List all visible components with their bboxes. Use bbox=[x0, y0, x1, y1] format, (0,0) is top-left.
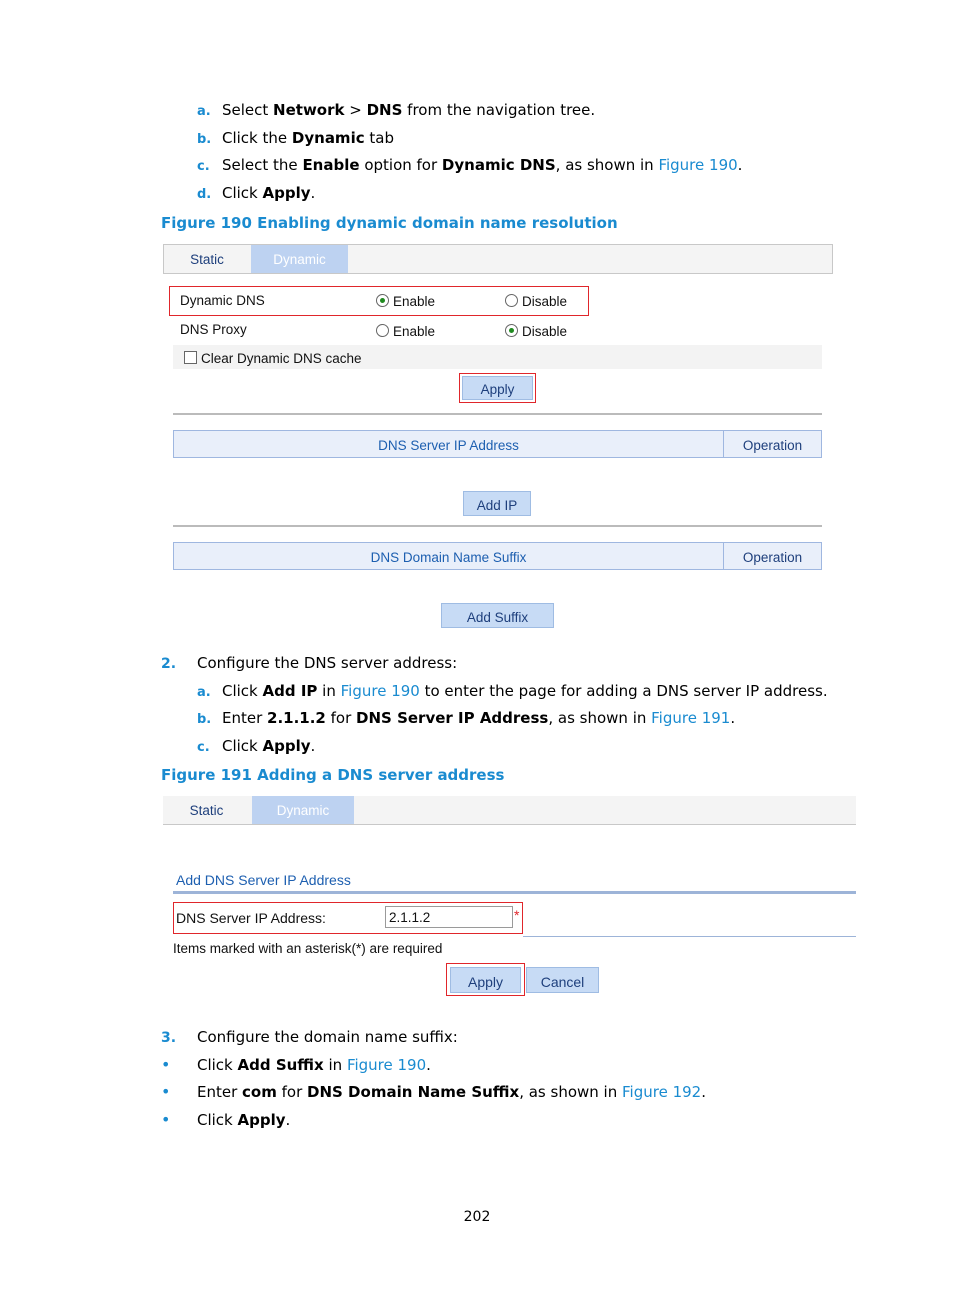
dynamic-dns-enable-radio[interactable]: Enable bbox=[376, 294, 435, 309]
step1-c-text: Select the Enable option for Dynamic DNS, as shown in Figure 190. bbox=[222, 156, 743, 174]
divider bbox=[173, 525, 822, 527]
step2-a-text: Click Add IP in Figure 190 to enter the page for adding a DNS server IP address. bbox=[222, 682, 828, 700]
step3-number: 3. bbox=[161, 1030, 177, 1046]
step3-text: Configure the domain name suffix: bbox=[197, 1028, 458, 1046]
apply-button[interactable]: Apply bbox=[450, 967, 521, 993]
tab-static[interactable]: Static bbox=[189, 803, 224, 818]
step3-bullet-1: Click Add Suffix in Figure 190. bbox=[197, 1056, 431, 1074]
dns-proxy-label: DNS Proxy bbox=[180, 322, 247, 337]
fig190-tab-bar bbox=[163, 244, 833, 274]
checkbox-icon bbox=[184, 351, 197, 364]
fig191-tab-bar bbox=[163, 796, 856, 825]
section-title: Add DNS Server IP Address bbox=[176, 872, 351, 888]
page-number: 202 bbox=[463, 1209, 491, 1225]
figure-190-link[interactable]: Figure 190 bbox=[658, 156, 738, 174]
divider bbox=[173, 413, 822, 415]
dynamic-dns-label: Dynamic DNS bbox=[180, 293, 265, 308]
step2-text: Configure the DNS server address: bbox=[197, 654, 458, 672]
figure-190-caption: Figure 190 Enabling dynamic domain name resolution bbox=[161, 214, 618, 232]
step1-d-text: Click Apply. bbox=[222, 184, 316, 202]
figure-190-link[interactable]: Figure 190 bbox=[346, 1056, 427, 1074]
tab-dynamic[interactable]: Dynamic bbox=[252, 796, 354, 824]
step3-bullet-2: Enter com for DNS Domain Name Suffix, as shown in Figure 192. bbox=[197, 1083, 706, 1101]
figure-191-link[interactable]: Figure 191 bbox=[651, 709, 731, 727]
operation-column-header: Operation bbox=[723, 542, 822, 570]
step1-b-text: Click the Dynamic tab bbox=[222, 129, 394, 147]
radio-unselected-icon bbox=[376, 324, 389, 337]
apply-button[interactable]: Apply bbox=[462, 376, 533, 400]
figure-192-link[interactable]: Figure 192 bbox=[622, 1083, 702, 1101]
bullet-icon: • bbox=[161, 1110, 171, 1129]
tab-static[interactable]: Static bbox=[190, 252, 224, 267]
figure-191-caption: Figure 191 Adding a DNS server address bbox=[161, 766, 505, 784]
required-asterisk: * bbox=[514, 907, 520, 923]
dns-server-ip-label: DNS Server IP Address: bbox=[176, 910, 326, 926]
clear-cache-checkbox[interactable]: Clear Dynamic DNS cache bbox=[184, 351, 362, 366]
bullet-icon: • bbox=[161, 1082, 171, 1101]
step2-b-text: Enter 2.1.1.2 for DNS Server IP Address, as shown in Figure 191. bbox=[222, 709, 736, 727]
step3-bullet-3: Click Apply. bbox=[197, 1111, 291, 1129]
radio-selected-icon bbox=[376, 294, 389, 307]
step1-a: a. bbox=[197, 104, 211, 119]
add-suffix-button[interactable]: Add Suffix bbox=[441, 603, 554, 628]
field-underline bbox=[523, 936, 856, 937]
step2-a: a. bbox=[197, 685, 211, 700]
step2-c-text: Click Apply. bbox=[222, 737, 316, 755]
dns-proxy-disable-radio[interactable]: Disable bbox=[505, 324, 567, 339]
step1-b: b. bbox=[197, 132, 212, 147]
dynamic-dns-disable-radio[interactable]: Disable bbox=[505, 294, 567, 309]
bullet-icon: • bbox=[161, 1055, 171, 1074]
dns-server-ip-column-header: DNS Server IP Address bbox=[173, 430, 724, 458]
step2-c: c. bbox=[197, 740, 210, 755]
radio-selected-icon bbox=[505, 324, 518, 337]
tab-dynamic[interactable]: Dynamic bbox=[251, 245, 348, 273]
figure-190-link[interactable]: Figure 190 bbox=[340, 682, 420, 700]
dns-server-ip-input[interactable]: 2.1.1.2 bbox=[385, 906, 513, 928]
dns-domain-suffix-column-header: DNS Domain Name Suffix bbox=[173, 542, 724, 570]
step1-a-text: Select Network > DNS from the navigation tree. bbox=[222, 101, 596, 119]
add-ip-button[interactable]: Add IP bbox=[463, 491, 531, 516]
radio-unselected-icon bbox=[505, 294, 518, 307]
step2-number: 2. bbox=[161, 656, 177, 672]
step1-d: d. bbox=[197, 187, 212, 202]
required-note: Items marked with an asterisk(*) are required bbox=[173, 941, 443, 956]
step1-c: c. bbox=[197, 159, 210, 174]
dns-proxy-enable-radio[interactable]: Enable bbox=[376, 324, 435, 339]
section-title-underline bbox=[173, 891, 856, 894]
operation-column-header: Operation bbox=[723, 430, 822, 458]
cancel-button[interactable]: Cancel bbox=[526, 967, 599, 993]
step2-b: b. bbox=[197, 712, 212, 727]
